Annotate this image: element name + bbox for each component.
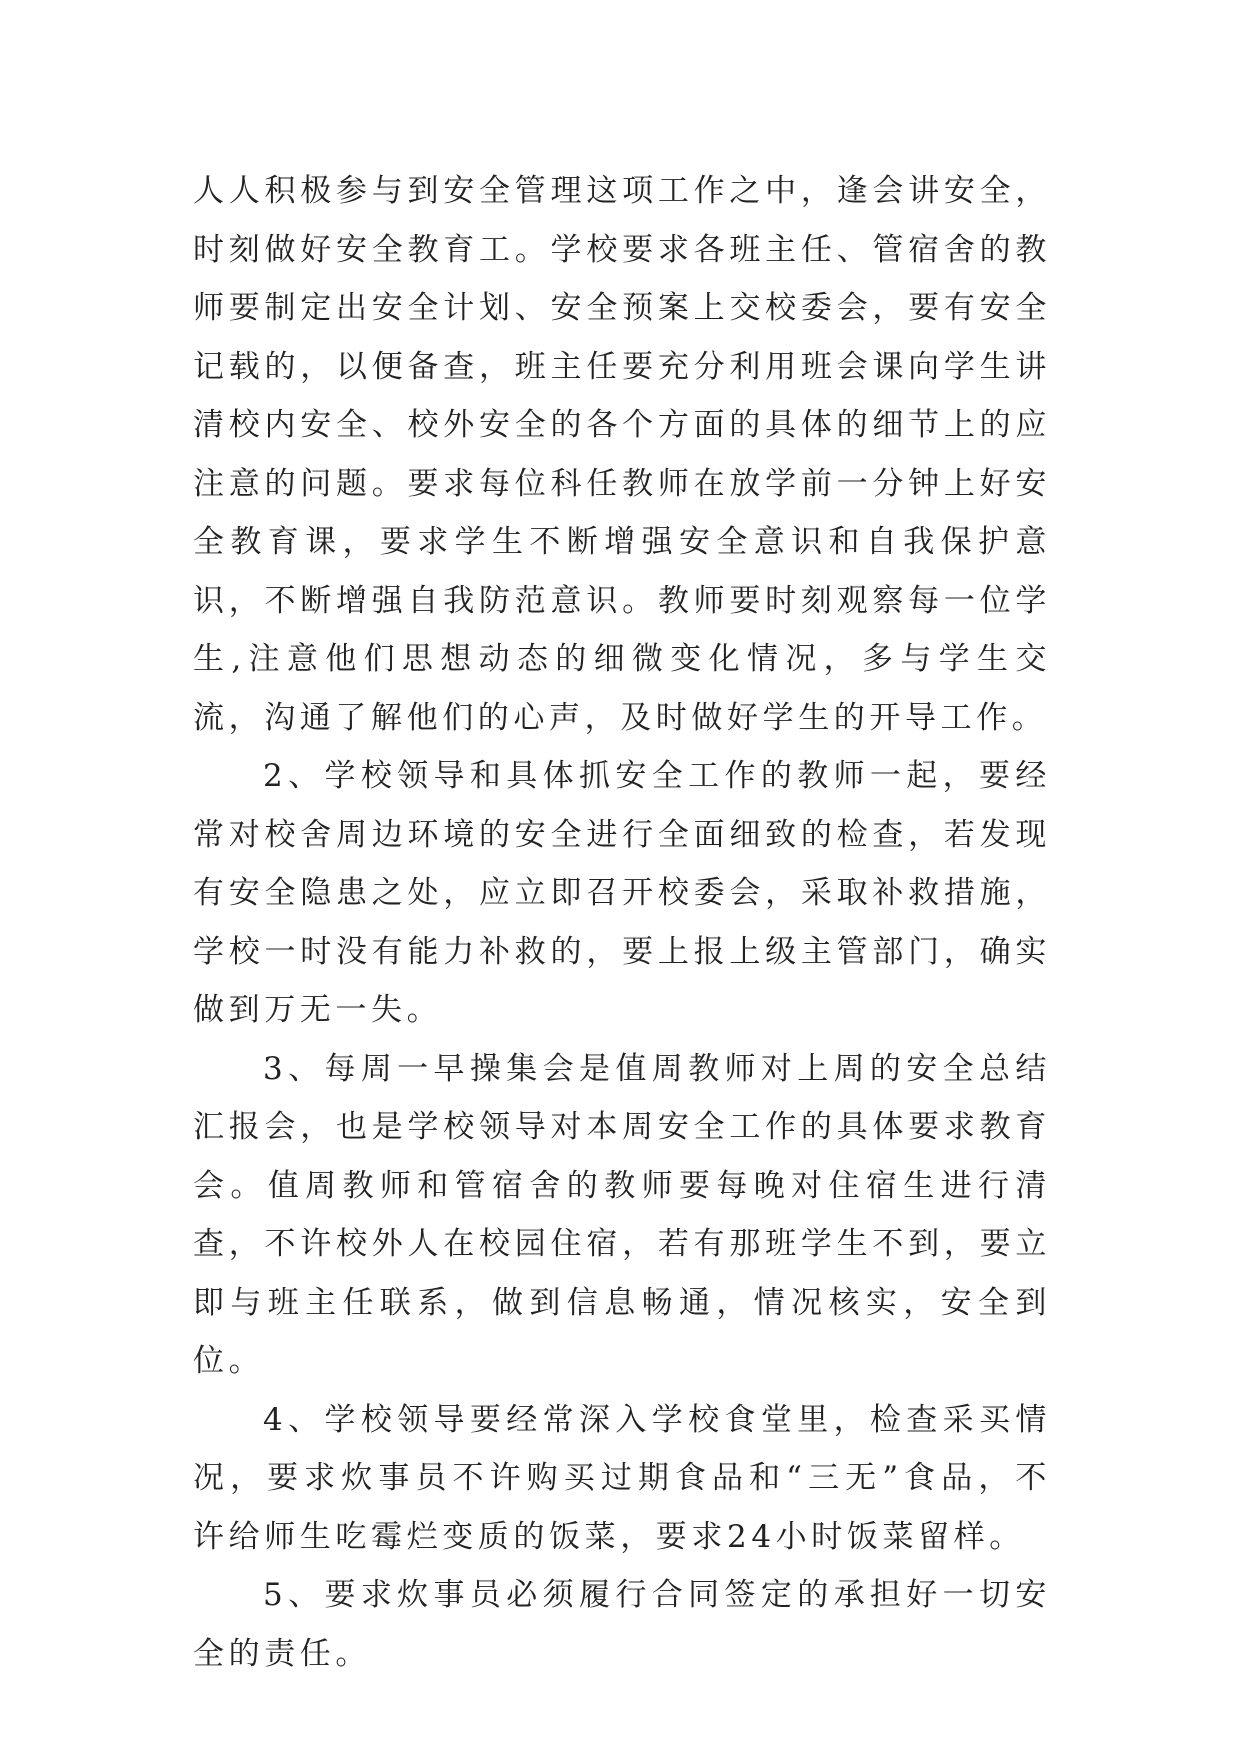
paragraph-item-3-weekly-assembly: 3、每周一早操集会是值周教师对上周的安全总结汇报会，也是学校领导对本周安全工作的具体要求教育会。值周教师和管宿舍的教师要每晚对住宿生进行清查，不许校外人在校园住宿，若有那班学生不到，要立即与班主任联系，做到信息畅通，情况核实，安全到位。 <box>193 1050 1051 1379</box>
paragraph-item-4-canteen-inspection: 4、学校领导要经常深入学校食堂里，检查采买情况，要求炊事员不许购买过期食品和“三无”食品，不许给师生吃霉烂变质的饭菜，要求24小时饭菜留样。 <box>193 1401 1051 1555</box>
document-body <box>193 162 1051 1683</box>
paragraph-safety-education: 人人积极参与到安全管理这项工作之中，逢会讲安全，时刻做好安全教育工。学校要求各班主任、管宿舍的教师要制定出安全计划、安全预案上交校委会，要有安全记载的，以便备查，班主任要充分利用班会课向学生讲清校内安全、校外安全的各个方面的具体的细节上的应注意的问题。要求每位科任教师在放学前一分钟上好安全教育课，要求学生不断增强安全意识和自我保护意识，不断增强自我防范意识。教师要时刻观察每一位学生,注意他们思想动态的细微变化情况，多与学生交流，沟通了解他们的心声，及时做好学生的开导工作。 <box>193 173 1051 736</box>
paragraph-item-2-campus-inspection: 2、学校领导和具体抓安全工作的教师一起，要经常对校舍周边环境的安全进行全面细致的检查，若发现有安全隐患之处，应立即召开校委会，采取补救措施，学校一时没有能力补救的，要上报上级主管部门，确实做到万无一失。 <box>193 758 1051 1028</box>
paragraph-item-5-cook-responsibility: 5、要求炊事员必须履行合同签定的承担好一切安全的责任。 <box>193 1577 1051 1672</box>
